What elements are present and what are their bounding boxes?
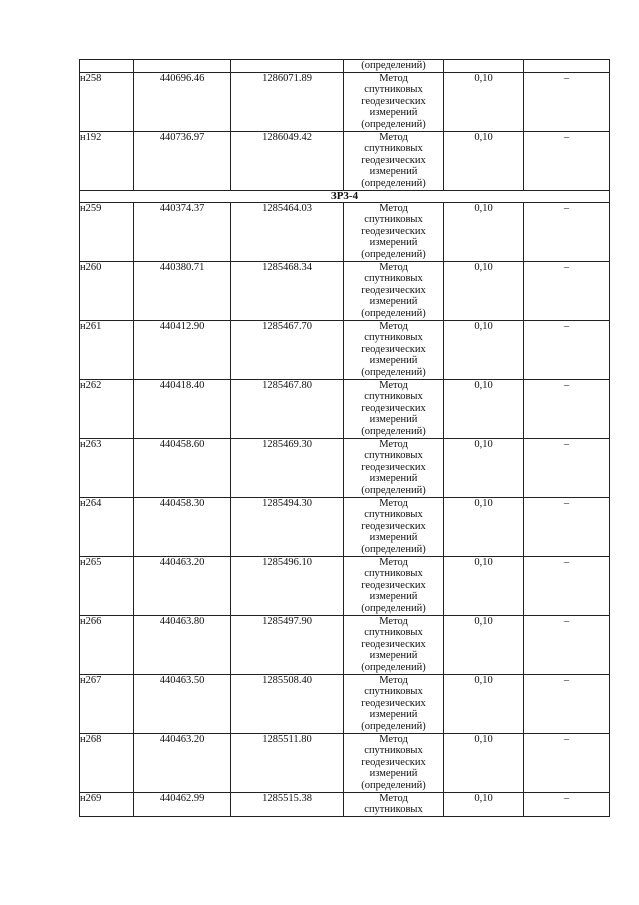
x-coordinate-cell: 440736.97 [134,131,231,190]
method-line: геодезических [361,697,426,709]
method-cell [344,556,444,615]
method-cell [344,497,444,556]
method-line: спутниковых [364,568,423,579]
method-line: спутниковых [364,143,423,154]
method-cell [344,615,444,674]
method-line: (определений) [361,484,426,496]
accuracy-cell: 0,10 [444,131,524,190]
method-line: Метод [379,72,408,84]
x-coordinate-cell: 440696.46 [134,72,231,131]
method-cell [344,320,444,379]
method-line: (определений) [361,602,426,614]
method-line: спутниковых [364,391,423,402]
y-coordinate-cell: 1285469.30 [231,438,344,497]
method-line: измерений [369,237,418,248]
method-line: Метод [379,131,408,143]
table-row [80,379,610,438]
accuracy-cell: 0,10 [444,497,524,556]
method-line: спутниковых [364,627,423,638]
table-row [80,733,610,792]
x-coordinate-cell: 440463.20 [134,733,231,792]
method-line: спутниковых [364,804,423,815]
method-line: геодезических [361,225,426,237]
table-row [80,438,610,497]
method-cell [344,261,444,320]
dash-cell: – [524,615,610,674]
table-row [80,556,610,615]
point-id-cell: н269 [80,792,134,816]
dash-cell: – [524,497,610,556]
dash-cell: – [524,556,610,615]
accuracy-cell: 0,10 [444,438,524,497]
point-id-cell: н259 [80,202,134,261]
method-line: геодезических [361,638,426,650]
continuation-row [80,60,610,73]
method-line: спутниковых [364,745,423,756]
point-id-cell: н264 [80,497,134,556]
method-line: Метод [379,320,408,332]
dash-cell: – [524,674,610,733]
table-row [80,615,610,674]
table-row [80,261,610,320]
method-line: спутниковых [364,273,423,284]
point-id-cell: н268 [80,733,134,792]
accuracy-cell: 0,10 [444,792,524,816]
method-line: спутниковых [364,214,423,225]
dash-cell: – [524,438,610,497]
x-coordinate-cell: 440412.90 [134,320,231,379]
point-id-cell: н262 [80,379,134,438]
method-line: измерений [369,296,418,307]
point-id-cell: н267 [80,674,134,733]
accuracy-cell: 0,10 [444,674,524,733]
point-id-cell: н261 [80,320,134,379]
section-header-row [80,190,610,202]
point-id-cell: н263 [80,438,134,497]
method-line: геодезических [361,402,426,414]
method-line: Метод [379,615,408,627]
method-line: измерений [369,532,418,543]
dash-cell: – [524,202,610,261]
method-line: спутниковых [364,332,423,343]
method-line: измерений [369,355,418,366]
table-row [80,72,610,131]
point-id-cell: н192 [80,131,134,190]
method-line: измерений [369,768,418,779]
point-id-cell: н266 [80,615,134,674]
y-coordinate-cell: 1285497.90 [231,615,344,674]
method-line: Метод [379,438,408,450]
method-line: измерений [369,414,418,425]
dash-cell: – [524,320,610,379]
method-line: (определений) [361,248,426,260]
method-line: измерений [369,166,418,177]
method-line: (определений) [361,661,426,673]
x-coordinate-cell: 440374.37 [134,202,231,261]
dash-cell: – [524,72,610,131]
method-cell [344,131,444,190]
x-coordinate-cell: 440463.20 [134,556,231,615]
method-line: измерений [369,107,418,118]
method-line: Метод [379,379,408,391]
method-line: Метод [379,202,408,214]
method-line: геодезических [361,579,426,591]
y-coordinate-cell: 1285468.34 [231,261,344,320]
dash-cell: – [524,379,610,438]
dash-cell: – [524,792,610,816]
continuation-method-cell: (определений) [344,60,444,73]
accuracy-cell: 0,10 [444,202,524,261]
y-coordinate-cell: 1285464.03 [231,202,344,261]
x-coordinate-cell: 440418.40 [134,379,231,438]
table-row [80,202,610,261]
method-line: (определений) [361,779,426,791]
x-coordinate-cell: 440462.99 [134,792,231,816]
method-line: геодезических [361,95,426,107]
method-line: (определений) [361,720,426,732]
method-line: геодезических [361,154,426,166]
x-coordinate-cell: 440463.50 [134,674,231,733]
method-line: Метод [379,556,408,568]
table-row [80,674,610,733]
method-cell [344,792,444,816]
table-row [80,792,610,816]
y-coordinate-cell: 1285515.38 [231,792,344,816]
method-line: геодезических [361,343,426,355]
method-line: Метод [379,733,408,745]
method-cell [344,202,444,261]
table-row [80,320,610,379]
method-line: измерений [369,650,418,661]
method-cell [344,674,444,733]
table-row [80,497,610,556]
method-line: (определений) [361,307,426,319]
method-line: спутниковых [364,84,423,95]
method-line: геодезических [361,284,426,296]
table-row [80,131,610,190]
point-id-cell: н258 [80,72,134,131]
coordinates-table-body [80,60,610,817]
accuracy-cell: 0,10 [444,72,524,131]
method-line: (определений) [361,543,426,555]
y-coordinate-cell: 1285496.10 [231,556,344,615]
method-line: (определений) [361,118,426,130]
dash-cell: – [524,261,610,320]
accuracy-cell: 0,10 [444,733,524,792]
y-coordinate-cell: 1285467.80 [231,379,344,438]
point-id-cell: н260 [80,261,134,320]
method-line: спутниковых [364,686,423,697]
point-id-cell: н265 [80,556,134,615]
method-line: (определений) [361,177,426,189]
method-line: спутниковых [364,509,423,520]
dash-cell: – [524,733,610,792]
method-line: (определений) [361,425,426,437]
method-cell [344,72,444,131]
method-cell [344,733,444,792]
y-coordinate-cell: 1285508.40 [231,674,344,733]
method-line: Метод [379,674,408,686]
dash-cell: – [524,131,610,190]
y-coordinate-cell: 1286049.42 [231,131,344,190]
method-line: Метод [379,497,408,509]
method-line: измерений [369,591,418,602]
x-coordinate-cell: 440463.80 [134,615,231,674]
accuracy-cell: 0,10 [444,615,524,674]
method-cell [344,379,444,438]
method-line: (определений) [361,366,426,378]
y-coordinate-cell: 1286071.89 [231,72,344,131]
method-line: геодезических [361,756,426,768]
x-coordinate-cell: 440458.60 [134,438,231,497]
method-line: спутниковых [364,450,423,461]
method-line: Метод [379,792,408,804]
method-line: геодезических [361,461,426,473]
section-title: ЗР3-4 [80,190,610,202]
method-line: измерений [369,709,418,720]
y-coordinate-cell: 1285467.70 [231,320,344,379]
x-coordinate-cell: 440458.30 [134,497,231,556]
method-cell [344,438,444,497]
accuracy-cell: 0,10 [444,320,524,379]
method-line: Метод [379,261,408,273]
method-line: геодезических [361,520,426,532]
y-coordinate-cell: 1285511.80 [231,733,344,792]
coordinates-table [79,59,610,817]
accuracy-cell: 0,10 [444,379,524,438]
x-coordinate-cell: 440380.71 [134,261,231,320]
method-line: измерений [369,473,418,484]
accuracy-cell: 0,10 [444,556,524,615]
y-coordinate-cell: 1285494.30 [231,497,344,556]
accuracy-cell: 0,10 [444,261,524,320]
